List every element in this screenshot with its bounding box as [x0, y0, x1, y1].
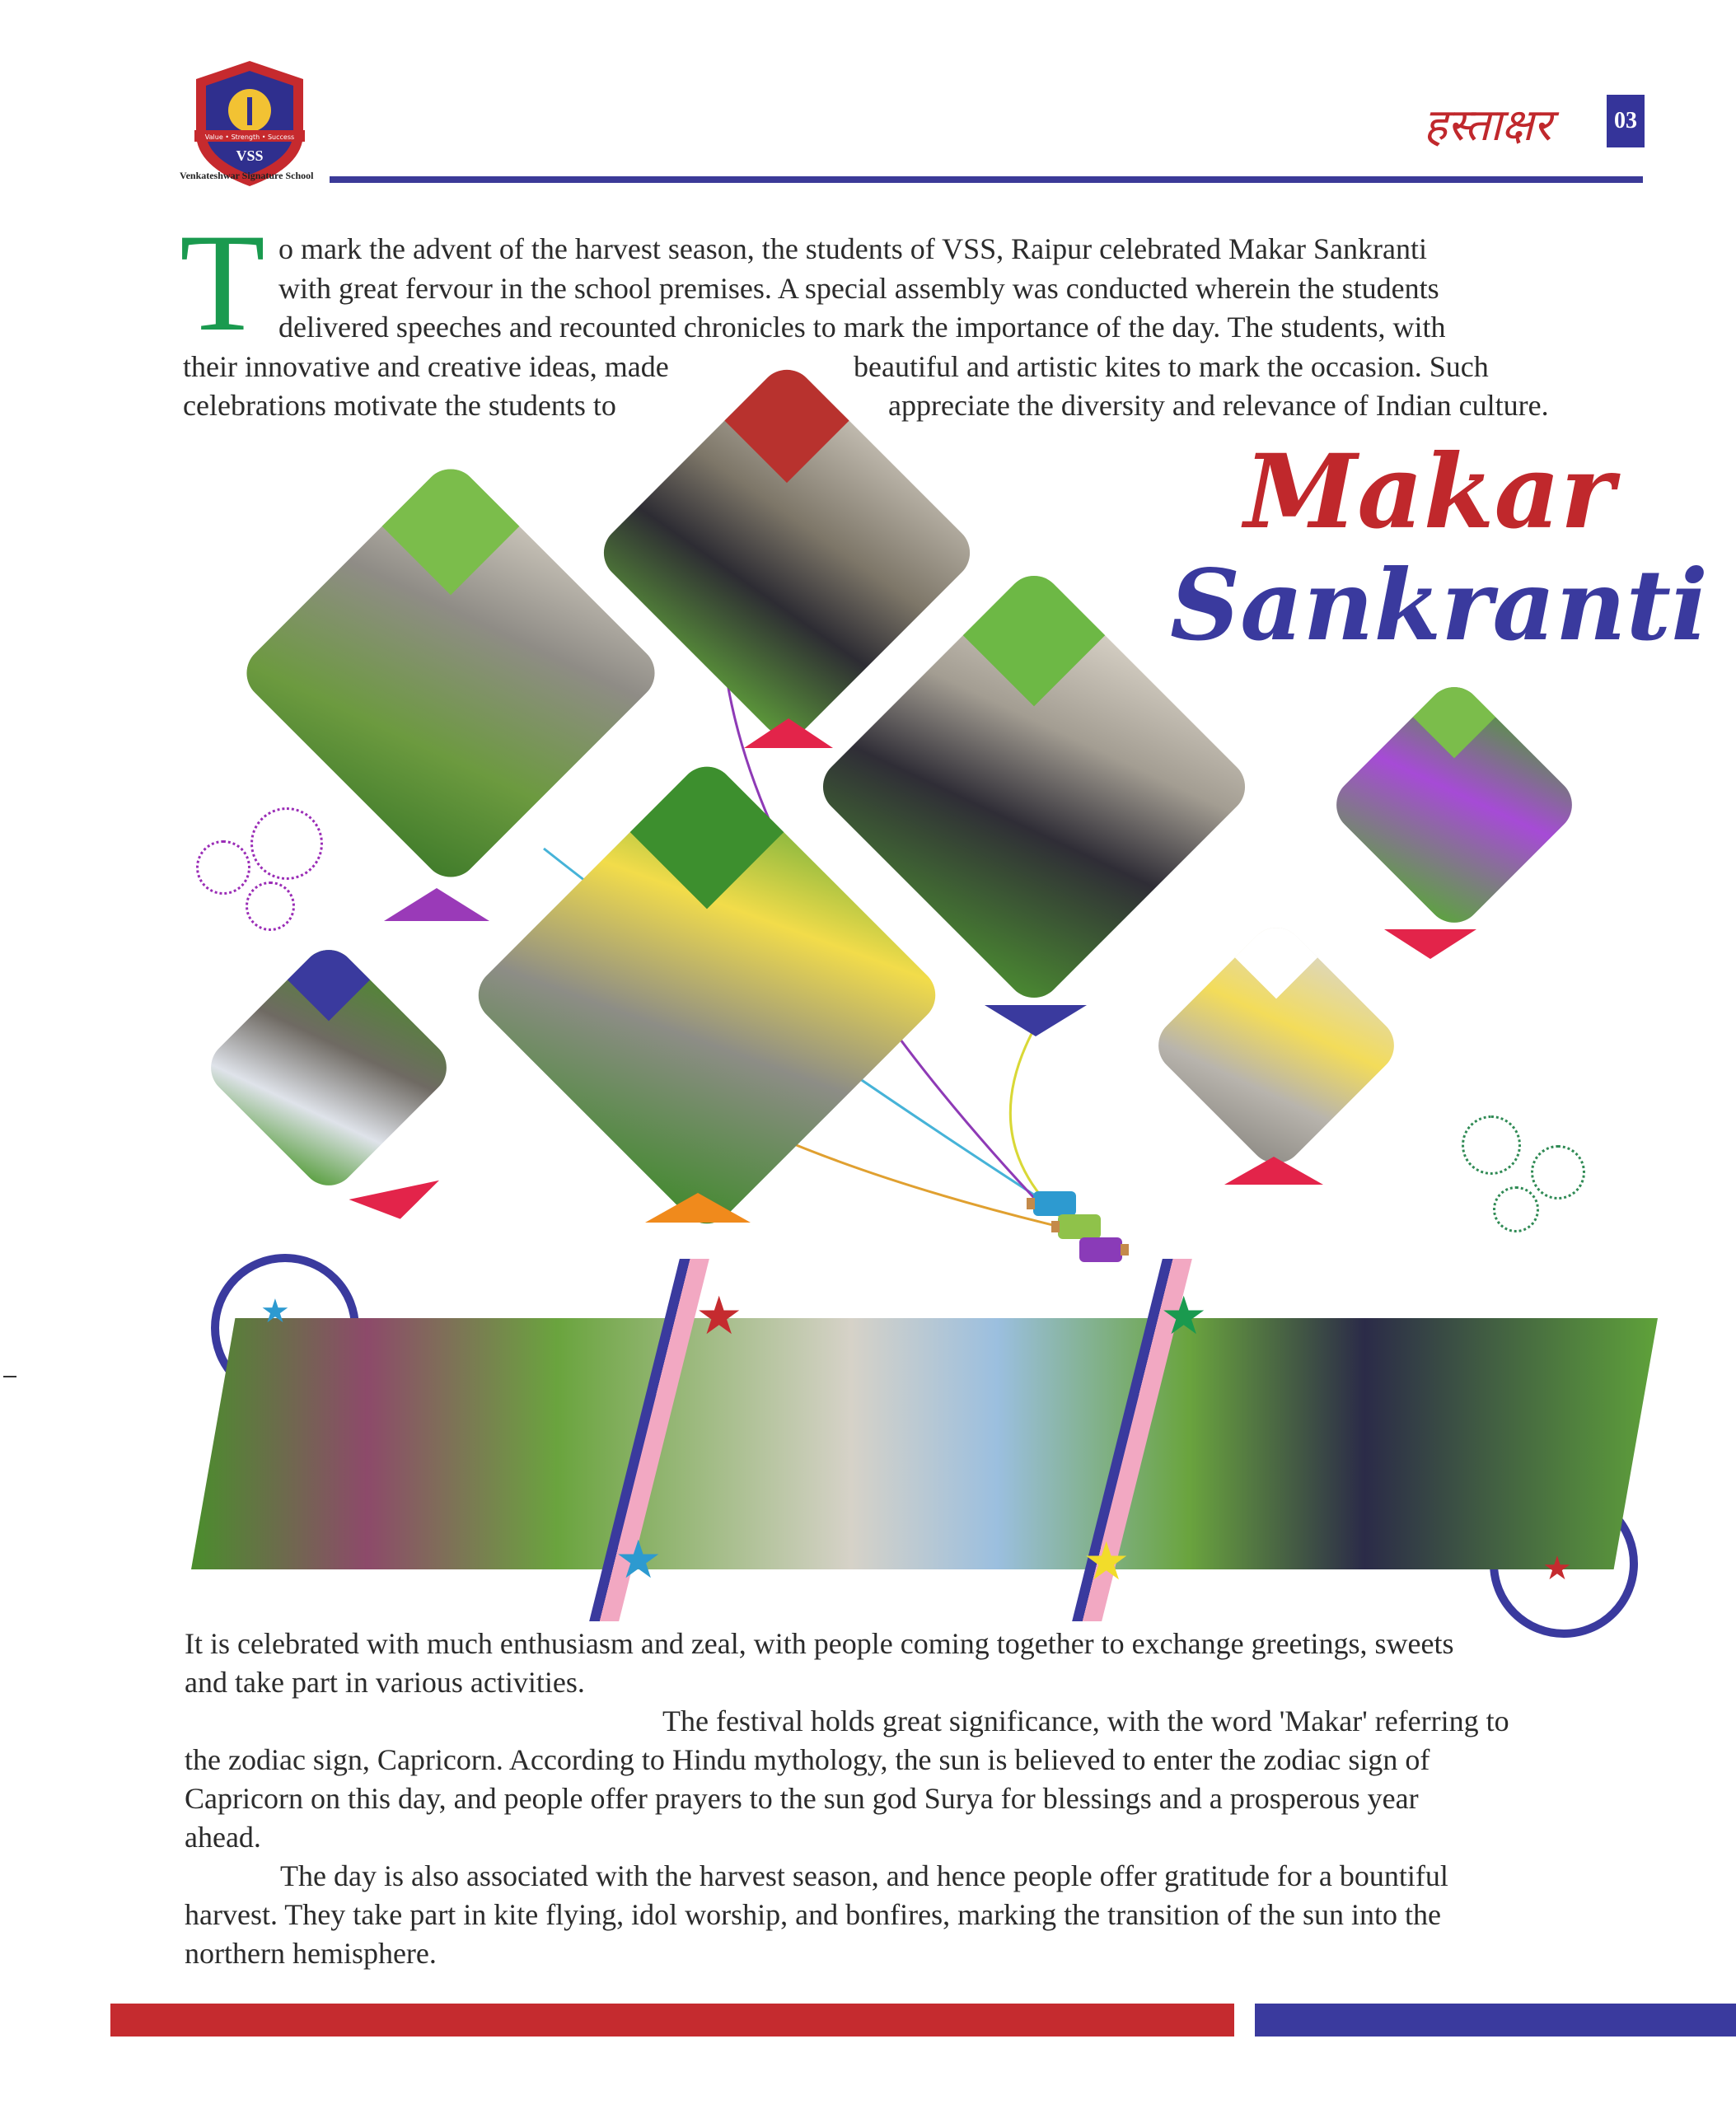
mandala-icon — [1531, 1145, 1585, 1199]
kite-tail-4 — [645, 1193, 751, 1223]
kite-tail-3 — [985, 1005, 1087, 1036]
body-line-4: the zodiac sign, Capricorn. According to Hindu mythology, the sun is believed to enter the zodiac sign of — [185, 1743, 1430, 1776]
title-makar: Makar — [1244, 433, 1615, 552]
intro-line-4: their innovative and creative ideas, made — [183, 350, 669, 383]
logo-motto: Value • Strength • Success — [204, 133, 295, 141]
mandala-icon — [1462, 1115, 1521, 1175]
star-icon: ★ — [615, 1530, 662, 1591]
logo-text: VSS — [236, 147, 264, 164]
intro-line-3: delivered speeches and recounted chronicles to mark the importance of the day. The students, with — [278, 311, 1446, 344]
star-icon: ★ — [1542, 1550, 1572, 1588]
mandala-icon — [250, 807, 323, 880]
intro-line-1: o mark the advent of the harvest season, the students of VSS, Raipur celebrated Makar Sankranti — [278, 232, 1427, 265]
photo-banner — [191, 1318, 1658, 1569]
body-line-6: ahead. — [185, 1821, 261, 1854]
footer-bar-blue — [1255, 2004, 1736, 2037]
star-icon: ★ — [260, 1293, 290, 1330]
mandala-icon — [1493, 1186, 1539, 1232]
kite-tail-1 — [384, 888, 489, 921]
drop-cap: T — [180, 205, 265, 360]
star-icon: ★ — [695, 1286, 743, 1347]
body-line-2: and take part in various activities. — [185, 1666, 585, 1699]
intro-line-7: appreciate the diversity and relevance of Indian culture. — [888, 389, 1549, 422]
kite-tail-6 — [1384, 929, 1476, 959]
kite-tail-2 — [744, 718, 833, 748]
body-line-5: Capricorn on this day, and people offer prayers to the sun god Surya for blessings and a prosperous year — [185, 1782, 1419, 1815]
magazine-title: हस्ताक्षर — [1424, 99, 1552, 151]
intro-line-5: beautiful and artistic kites to mark the occasion. Such — [854, 350, 1489, 383]
footer-bar-red — [110, 2004, 1234, 2037]
mandala-icon — [196, 840, 250, 895]
page-number: 03 — [1607, 95, 1645, 147]
intro-line-6: celebrations motivate the students to — [183, 389, 616, 422]
thread-spools — [1022, 1183, 1137, 1282]
body-line-8: harvest. They take part in kite flying, idol worship, and bonfires, marking the transition of the sun into the — [185, 1898, 1442, 1931]
body-line-1: It is celebrated with much enthusiasm and zeal, with people coming together to exchange greetings, sweets — [185, 1627, 1454, 1660]
mandala-icon — [246, 881, 295, 931]
intro-line-2: with great fervour in the school premises. A special assembly was conducted wherein the students — [278, 272, 1439, 305]
kite-tail-7 — [1224, 1157, 1323, 1185]
school-name: Venkateshwar Signature School — [180, 170, 314, 181]
star-icon: ★ — [1083, 1531, 1130, 1592]
body-line-9: northern hemisphere. — [185, 1937, 437, 1970]
margin-dash — [3, 1376, 16, 1377]
body-line-3: The festival holds great significance, with the word 'Makar' referring to — [662, 1705, 1509, 1737]
title-sankranti: Sankranti — [1170, 548, 1708, 662]
body-line-7: The day is also associated with the harvest season, and hence people offer gratitude for a bountiful — [280, 1859, 1448, 1892]
star-icon: ★ — [1160, 1286, 1208, 1347]
